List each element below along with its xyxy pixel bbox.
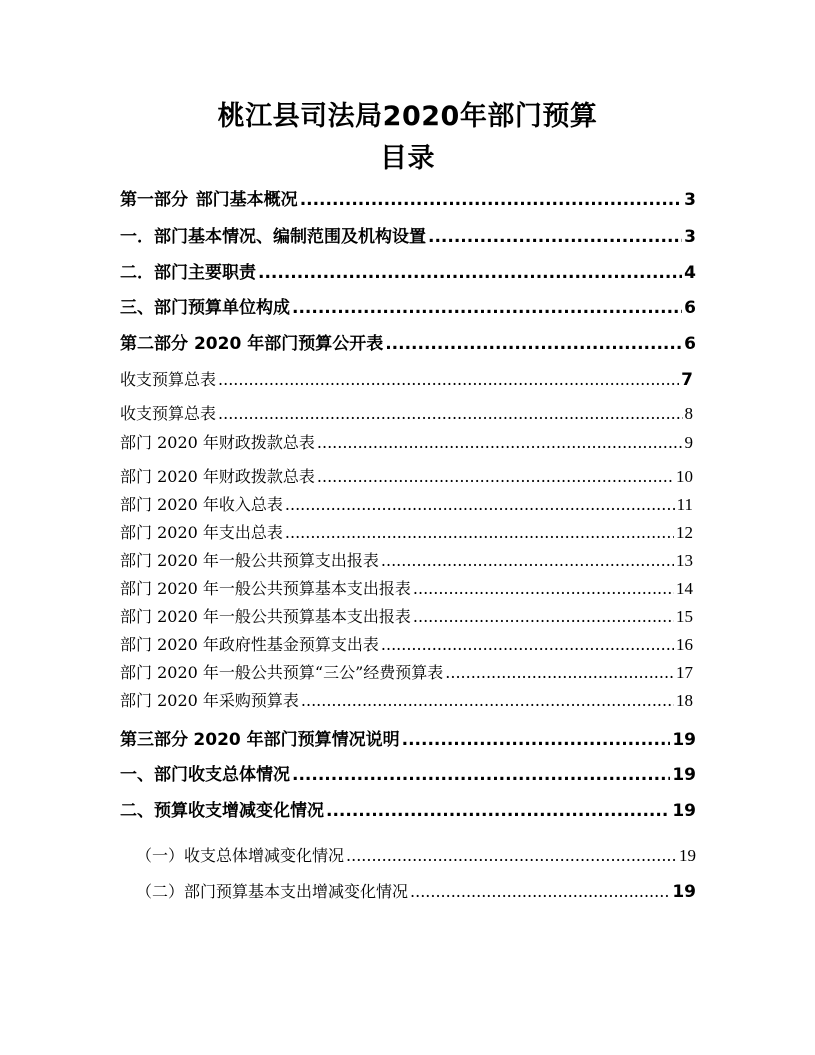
toc-label: 第一部分 <box>120 190 188 210</box>
toc-leader <box>317 466 674 488</box>
toc-page-number: 3 <box>684 227 696 247</box>
toc-entry[interactable] <box>120 799 696 823</box>
toc-entry[interactable] <box>136 881 696 903</box>
toc-label: 收支预算总表 <box>120 370 217 389</box>
toc-page-number: 19 <box>672 765 696 785</box>
toc-page-number: 4 <box>684 263 696 283</box>
toc-page-number: 3 <box>684 190 696 210</box>
document-title: 桃江县司法局2020年部门预算 <box>217 101 598 132</box>
toc-page-number: 12 <box>676 523 693 542</box>
toc-entry[interactable] <box>120 494 693 516</box>
toc-label: 部门 2020 年财政拨款总表 <box>120 433 315 452</box>
toc-label: 第二部分 <box>120 334 188 354</box>
toc-label: 部门 2020 年支出总表 <box>120 523 283 542</box>
toc-label: 二．部门主要职责 <box>120 263 256 283</box>
toc-label: 一、部门收支总体情况 <box>120 765 290 785</box>
toc-leader <box>381 550 674 572</box>
toc-label: 部门 2020 年一般公共预算基本支出报表 <box>120 579 411 598</box>
toc-label: 部门 2020 年一般公共预算基本支出报表 <box>120 607 411 626</box>
document-subtitle: 目录 <box>380 143 435 174</box>
toc-page-number: 19 <box>672 882 696 902</box>
toc-entry[interactable] <box>120 296 696 320</box>
toc-label: 部门 2020 年一般公共预算“三公”经费预算表 <box>120 663 444 682</box>
toc-leader <box>300 188 682 212</box>
toc-label: 部门 2020 年政府性基金预算支出表 <box>120 635 379 654</box>
toc-entry[interactable] <box>136 845 696 867</box>
toc-entry-part-3[interactable] <box>120 728 696 752</box>
toc-label-sub: 2020 年部门预算公开表 <box>193 334 384 354</box>
toc-leader <box>413 578 674 600</box>
toc-page-number: 16 <box>676 635 693 654</box>
toc-page-number: 15 <box>676 607 693 626</box>
toc-entry[interactable] <box>120 522 693 544</box>
toc-leader <box>301 690 674 712</box>
toc-entry[interactable] <box>120 225 696 249</box>
toc-entry-part-2[interactable] <box>120 332 696 356</box>
toc-label: 收支预算总表 <box>120 404 217 423</box>
toc-page-number: 17 <box>676 663 693 682</box>
toc-entry[interactable] <box>120 662 693 684</box>
toc-leader <box>445 662 674 684</box>
toc-leader <box>292 763 670 787</box>
toc-page-number: 14 <box>676 579 693 598</box>
toc-leader <box>381 634 674 656</box>
toc-leader <box>285 494 675 516</box>
toc-entry[interactable] <box>120 369 693 391</box>
toc-label-sub: 部门基本概况 <box>195 190 298 210</box>
toc-leader <box>410 881 670 903</box>
toc-entry[interactable] <box>120 550 693 572</box>
toc-leader <box>258 261 682 285</box>
toc-label: （一）收支总体增减变化情况 <box>136 846 345 865</box>
toc-page-number: 19 <box>679 846 696 865</box>
toc-leader <box>285 522 674 544</box>
toc-leader <box>346 845 677 867</box>
toc-page-number: 7 <box>681 370 693 390</box>
toc-leader <box>326 799 670 823</box>
toc-label: 部门 2020 年采购预算表 <box>120 691 299 710</box>
toc-entry[interactable] <box>120 261 696 285</box>
toc-leader <box>218 403 682 425</box>
toc-label: 第三部分 <box>120 730 188 750</box>
toc-entry[interactable] <box>120 578 693 600</box>
toc-page-number: 8 <box>684 404 693 423</box>
toc-leader <box>218 369 679 391</box>
toc-entry[interactable] <box>120 466 693 488</box>
toc-label: 一．部门基本情况、编制范围及机构设置 <box>120 227 426 247</box>
toc-leader <box>402 728 671 752</box>
toc-entry-part-1[interactable] <box>120 188 696 212</box>
toc-leader <box>413 606 674 628</box>
toc-entry[interactable] <box>120 634 693 656</box>
toc-label-sub: 2020 年部门预算情况说明 <box>193 730 400 750</box>
toc-page-number: 11 <box>676 495 693 514</box>
toc-entry[interactable] <box>120 606 693 628</box>
toc-entry[interactable] <box>120 763 696 787</box>
toc-label: 部门 2020 年一般公共预算支出报表 <box>120 551 379 570</box>
toc-page-number: 9 <box>684 433 693 452</box>
toc-label: 部门 2020 年收入总表 <box>120 495 283 514</box>
toc-label: （二）部门预算基本支出增减变化情况 <box>136 882 409 901</box>
toc-entry[interactable] <box>120 403 693 425</box>
toc-label: 二、预算收支增减变化情况 <box>120 801 324 821</box>
toc-label: 部门 2020 年财政拨款总表 <box>120 467 315 486</box>
toc-page-number: 19 <box>672 801 696 821</box>
toc-page-number: 10 <box>676 467 693 486</box>
toc-page-number: 6 <box>684 298 696 318</box>
toc-page-number: 18 <box>676 691 693 710</box>
toc-page-number: 6 <box>684 334 696 354</box>
toc-entry[interactable] <box>120 432 693 454</box>
toc-page-number: 19 <box>672 730 696 750</box>
toc-leader <box>317 432 683 454</box>
toc-leader <box>428 225 682 249</box>
toc-label: 三、部门预算单位构成 <box>120 298 290 318</box>
toc-leader <box>292 296 682 320</box>
toc-page-number: 13 <box>676 551 693 570</box>
toc-leader <box>385 332 682 356</box>
toc-entry[interactable] <box>120 690 693 712</box>
